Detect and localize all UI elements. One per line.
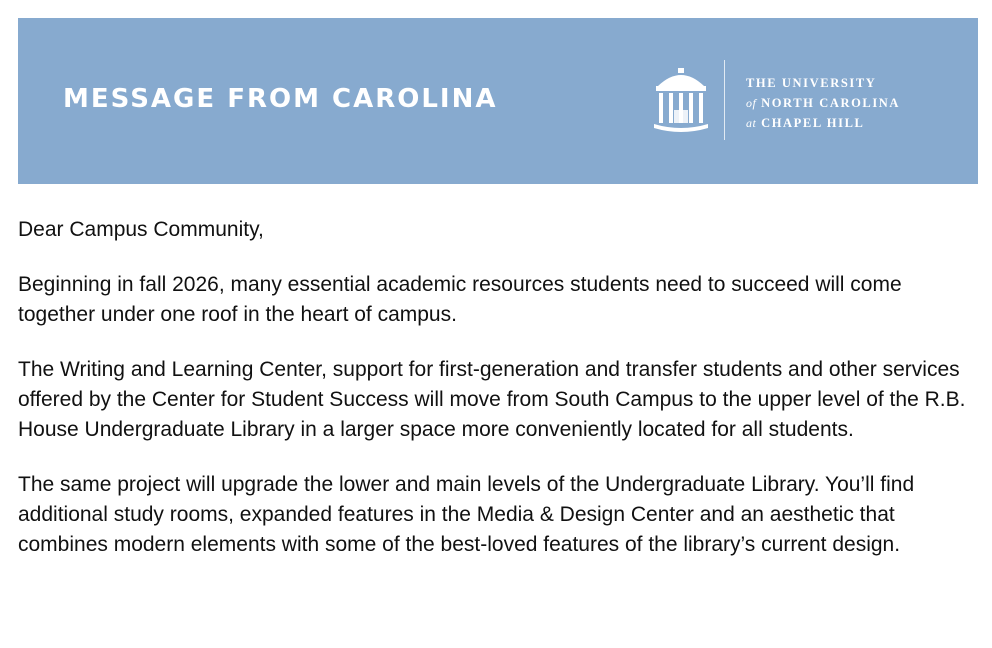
university-line-3-prefix: at	[746, 116, 757, 130]
letter-body	[18, 215, 978, 585]
university-line-2-main: NORTH CAROLINA	[756, 96, 901, 110]
university-line-2	[746, 93, 900, 113]
salutation: Dear Campus Community,	[18, 218, 264, 241]
old-well-icon	[652, 66, 710, 136]
university-line-2-prefix: of	[746, 96, 757, 110]
banner-title: MESSAGE FROM CAROLINA	[63, 84, 498, 114]
paragraph-3: The same project will upgrade the lower and main levels of the Undergraduate Library. You’ll find additional study rooms, expanded features in the Media & Design Center and an aesthetic that combines modern elements with some of the best-loved features of the library’s current design.	[18, 473, 915, 556]
university-wordmark	[746, 73, 900, 133]
university-line-1: THE UNIVERSITY	[746, 76, 877, 90]
university-line-3-main: CHAPEL HILL	[756, 116, 865, 130]
university-line-3	[746, 113, 900, 133]
header-banner	[18, 18, 978, 184]
paragraph-1: Beginning in fall 2026, many essential academic resources students need to succeed will come together under one roof in the heart of campus.	[18, 273, 902, 326]
banner-divider	[724, 60, 725, 140]
paragraph-2: The Writing and Learning Center, support for first-generation and transfer students and other services offered by the Center for Student Success will move from South Campus to the upper level of the R.B. House Undergraduate Library in a larger space more conveniently located for all students.	[18, 358, 966, 441]
